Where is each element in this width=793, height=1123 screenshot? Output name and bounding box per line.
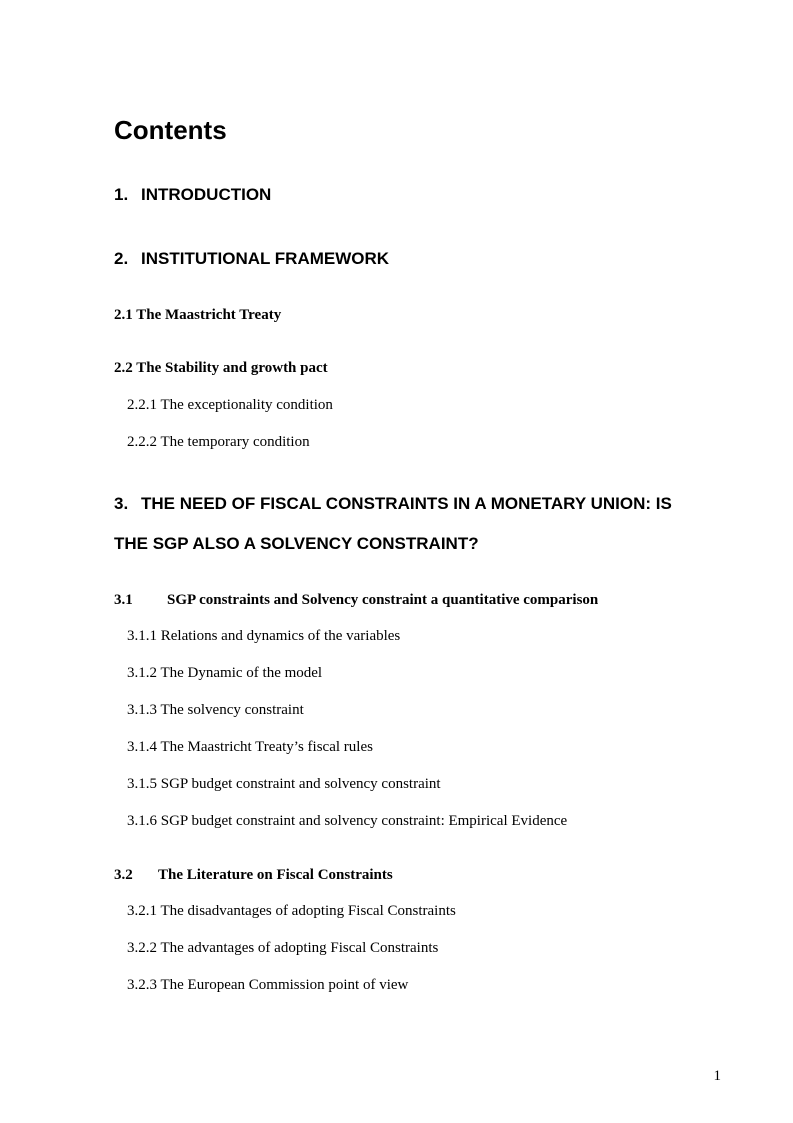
toc-section-title: The Literature on Fiscal Constraints (158, 867, 393, 883)
toc-subsection-3-1-4: 3.1.4 The Maastricht Treaty’s fiscal rules (127, 739, 373, 755)
toc-section-number: 3.2 (114, 867, 133, 883)
toc-section-2-1: 2.1 The Maastricht Treaty (114, 307, 282, 323)
toc-subsection-3-1-2: 3.1.2 The Dynamic of the model (127, 665, 323, 681)
toc-chapter-3-continued: THE SGP ALSO A SOLVENCY CONSTRAINT? (114, 534, 479, 553)
toc-subsection-3-2-1: 3.2.1 The disadvantages of adopting Fiscal Constraints (127, 903, 456, 919)
toc-chapter-number: 1. (114, 185, 129, 204)
toc-section-title: SGP constraints and Solvency constraint a quantitative comparison (167, 592, 599, 608)
toc-subsection-3-1-1: 3.1.1 Relations and dynamics of the variables (127, 628, 401, 644)
toc-chapter-title: INSTITUTIONAL FRAMEWORK (141, 249, 390, 268)
toc-section-3-1 (114, 590, 598, 610)
toc-chapter-title: INTRODUCTION (141, 185, 272, 204)
toc-chapter-1 (114, 184, 271, 206)
toc-chapter-2 (114, 248, 389, 270)
toc-subsection-3-2-3: 3.2.3 The European Commission point of view (127, 977, 409, 993)
toc-chapter-number: 2. (114, 249, 129, 268)
toc-section-2-2: 2.2 The Stability and growth pact (114, 360, 328, 376)
toc-subsection-2-2-2: 2.2.2 The temporary condition (127, 434, 310, 450)
page-number: 1 (713, 1068, 721, 1084)
toc-section-number: 3.1 (114, 592, 133, 608)
toc-subsection-3-1-5: 3.1.5 SGP budget constraint and solvency constraint (127, 776, 441, 792)
toc-chapter-number: 3. (114, 494, 129, 513)
toc-chapter-title-line-1: THE NEED OF FISCAL CONSTRAINTS IN A MONETARY UNION: IS (141, 494, 672, 513)
toc-chapter-3 (114, 493, 672, 515)
contents-title: Contents (114, 115, 227, 145)
toc-subsection-3-1-6: 3.1.6 SGP budget constraint and solvency constraint: Empirical Evidence (127, 813, 568, 829)
toc-subsection-3-1-3: 3.1.3 The solvency constraint (127, 702, 304, 718)
toc-subsection-3-2-2: 3.2.2 The advantages of adopting Fiscal Constraints (127, 940, 439, 956)
toc-subsection-2-2-1: 2.2.1 The exceptionality condition (127, 397, 333, 413)
toc-section-3-2 (114, 865, 393, 885)
